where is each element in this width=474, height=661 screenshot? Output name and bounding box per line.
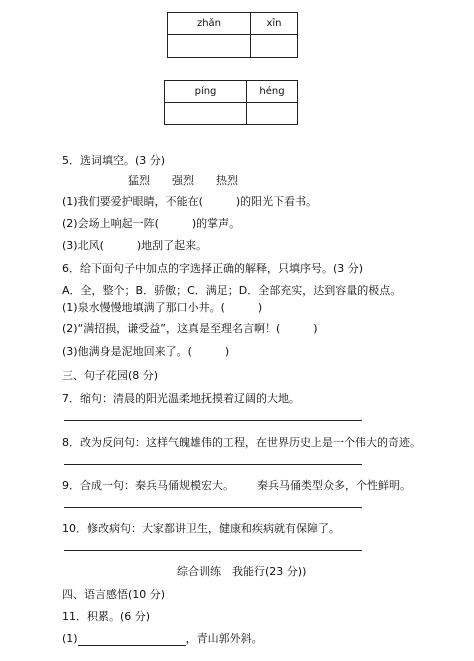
q11-line-1-prefix: (1): [62, 632, 78, 645]
q11-blank-1[interactable]: [78, 633, 186, 646]
q5-title: 5．选词填空。(3 分): [62, 154, 166, 167]
q6-options: A．全，整个；B．骄傲；C．满足；D．全部充实，达到容量的极点。: [62, 284, 402, 297]
q6-item-3: (3)他满身是泥地回来了。( ): [62, 345, 230, 358]
section-3-heading: 三、句子花园(8 分): [62, 369, 159, 382]
q7-prompt: 7．缩句：清晨的阳光温柔地抚摸着辽阔的大地。: [62, 392, 300, 405]
q5-item-3: (3)北风( )地刮了起来。: [62, 239, 208, 252]
q10-prompt: 10．修改病句：大家都讲卫生，健康和疾病就有保障了。: [62, 522, 340, 535]
q10-answer-line[interactable]: [64, 550, 362, 551]
q9-prompt-2: 秦兵马俑类型众多，个性鲜明。: [257, 479, 411, 492]
pinyin-cell: xīn: [251, 13, 298, 35]
answer-box[interactable]: [165, 103, 247, 125]
pinyin-table-2: [164, 80, 298, 125]
q6-item-1: (1)泉水慢慢地填满了那口小井。( ): [62, 301, 263, 314]
q9-answer-line[interactable]: [64, 507, 362, 508]
word-choice: 热烈: [216, 174, 238, 187]
answer-box[interactable]: [247, 103, 298, 125]
word-choice: 猛烈: [128, 174, 150, 187]
pinyin-cell: zhǎn: [168, 13, 251, 35]
pinyin-cell: héng: [247, 81, 298, 103]
q8-prompt: 8．改为反问句：这样气魄雄伟的工程，在世界历史上是一个伟大的奇迹。: [62, 436, 421, 449]
section-4-heading: 四、语言感悟(10 分): [62, 588, 166, 601]
q11-line-1: [62, 630, 263, 646]
answer-box[interactable]: [168, 35, 251, 58]
q9-prompt-1: 9．合成一句：秦兵马俑规模宏大。: [62, 479, 234, 492]
q6-item-2: (2)“满招损，谦受益”，这真是至理名言啊！( ): [62, 322, 318, 335]
pinyin-cell: píng: [165, 81, 247, 103]
q8-answer-line[interactable]: [64, 464, 362, 465]
q5-item-1: (1)我们要爱护眼睛，不能在( )的阳光下看书。: [62, 195, 318, 208]
q11-line-1-suffix: ，青山郭外斜。: [185, 632, 263, 645]
training-title: 综合训练 我能行(23 分)): [177, 565, 307, 578]
q7-answer-line[interactable]: [64, 420, 362, 421]
word-choice: 强烈: [172, 174, 194, 187]
q11-title: 11．积累。(6 分): [62, 610, 151, 623]
pinyin-table-1: [167, 12, 298, 58]
q5-item-2: (2)会场上响起一阵( )的掌声。: [62, 217, 241, 230]
answer-box[interactable]: [251, 35, 298, 58]
q6-title: 6．给下面句子中加点的字选择正确的解释，只填序号。(3 分): [62, 262, 364, 275]
